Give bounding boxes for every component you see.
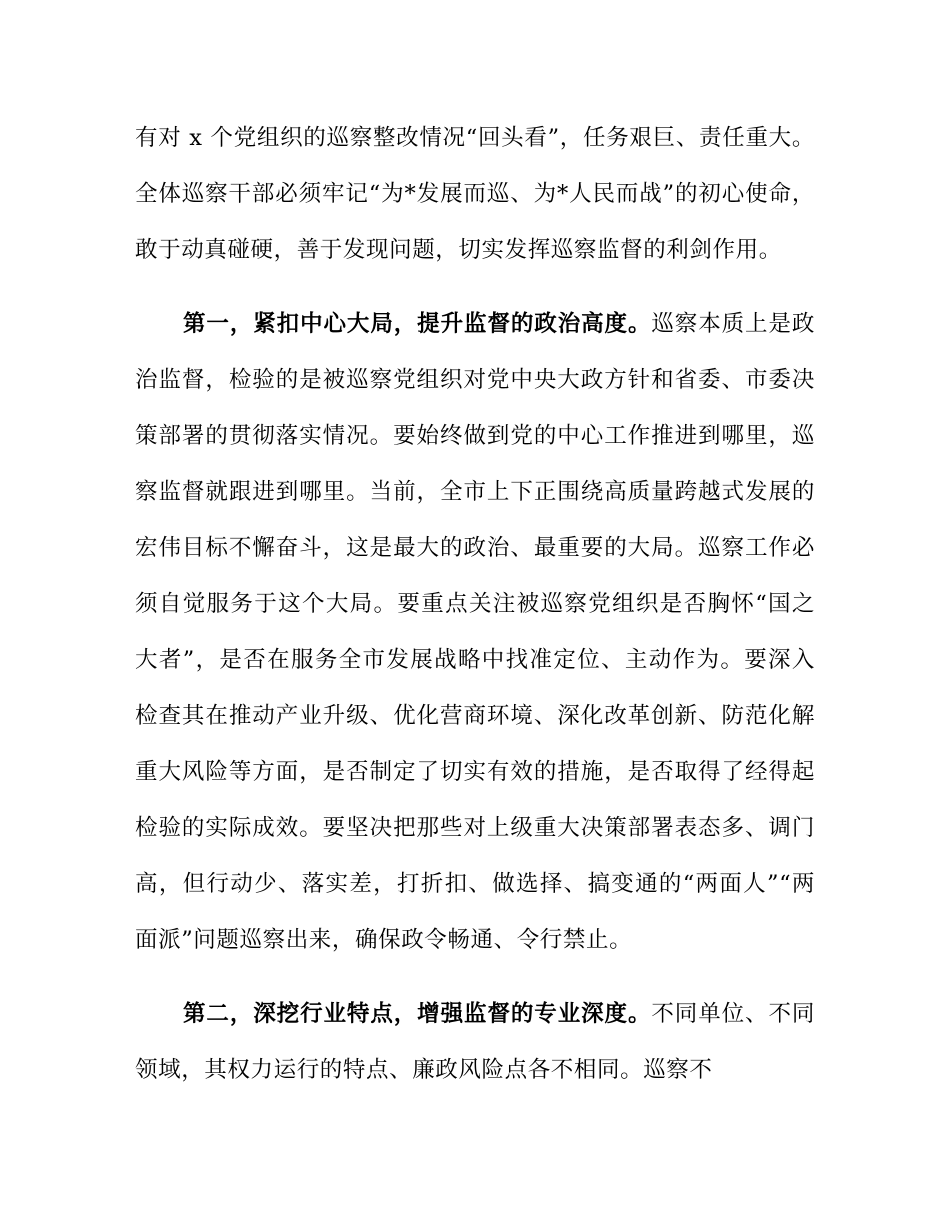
paragraph-2-lead: 第一，紧扣中心大局，提升监督的政治高度。 [183,311,652,337]
paragraph-3 [135,986,815,1098]
paragraph-spacer-2 [135,968,815,986]
document-body [135,110,815,1098]
paragraph-3-text: 不同单位、不同领域，其权力运行的特点、廉政风险点各不相同。巡察不 [135,1001,815,1083]
paragraph-1-text: 有对 x 个党组织的巡察整改情况“回头看”，任务艰巨、责任重大。全体巡察干部必须牢记“为*发展而巡、为*人民而战”的初心使命，敢于动真碰硬，善于发现问题，切实发挥巡察监督的利剑作用。 [135,125,815,263]
paragraph-3-lead: 第二，深挖行业特点，增强监督的专业深度。 [183,1001,652,1027]
paragraph-2-text: 巡察本质上是政治监督，检验的是被巡察党组织对党中央大政方针和省委、市委决策部署的贯彻落实情况。要始终做到党的中心工作推进到哪里，巡察监督就跟进到哪里。当前，全市上下正围绕高质量跨越式发展的宏伟目标不懈奋斗，这是最大的政治、最重要的大局。巡察工作必须自觉服务于这个大局。要重点关注被巡察党组织是否胸怀“国之大者”，是否在服务全市发展战略中找准定位、主动作为。要深入检查其在推动产业升级、优化营商环境、深化改革创新、防范化解重大风险等方面，是否制定了切实有效的措施，是否取得了经得起检验的实际成效。要坚决把那些对上级重大决策部署表态多、调门高，但行动少、落实差，打折扣、做选择、搞变通的“两面人”“两面派”问题巡察出来，确保政令畅通、令行禁止。 [135,311,815,953]
paragraph-2 [135,296,815,968]
paragraph-1 [135,110,815,278]
paragraph-spacer-1 [135,278,815,296]
